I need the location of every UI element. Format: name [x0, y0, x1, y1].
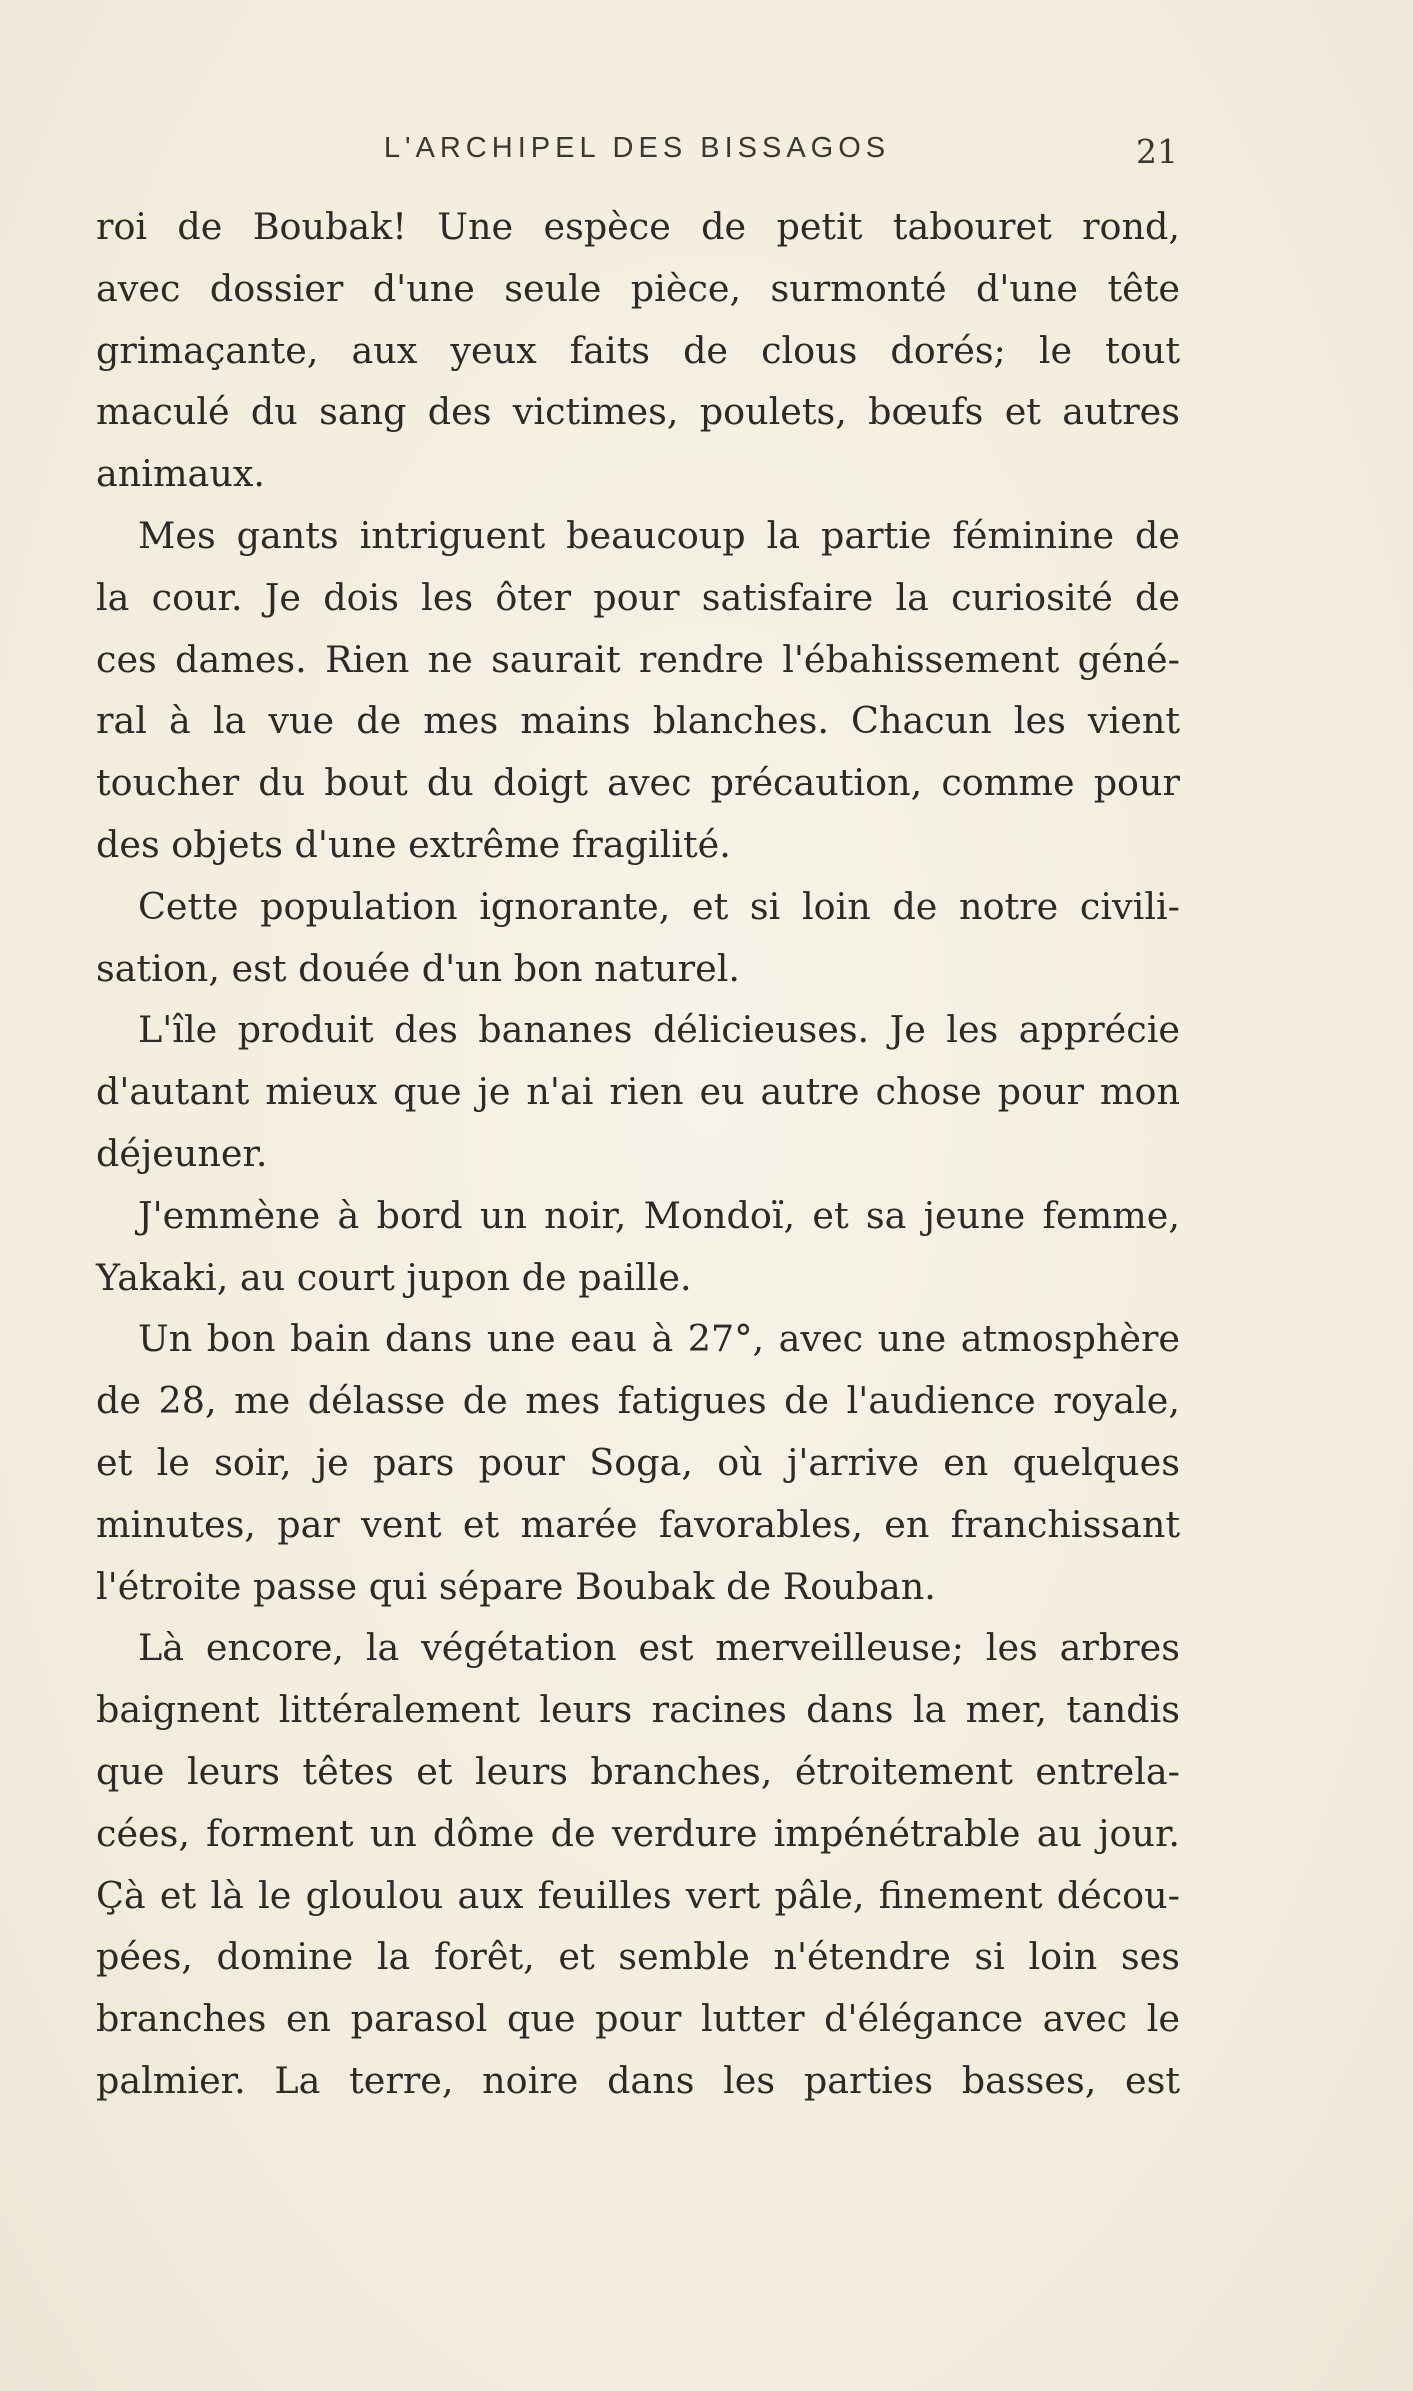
text-line: J'emmène à bord un noir, Mondoï, et sa jeune femme,	[138, 1193, 1180, 1237]
text-line: branches en parasol que pour lutter d'élégance avec le	[96, 1997, 1180, 2041]
body-text	[96, 196, 1180, 2112]
page-number: 21	[1136, 132, 1178, 171]
text-line: toucher du bout du doigt avec précaution, comme pour	[96, 761, 1180, 805]
text-line: que leurs têtes et leurs branches, étroitement entrela-	[96, 1749, 1180, 1793]
text-line: minutes, par vent et marée favorables, en franchissant	[96, 1502, 1180, 1546]
text-line: L'île produit des bananes délicieuses. Je les apprécie	[138, 1008, 1180, 1052]
text-line: Mes gants intriguent beaucoup la partie féminine de	[138, 513, 1180, 557]
text-line: Là encore, la végétation est merveilleuse; les arbres	[138, 1626, 1180, 1670]
text-line: Çà et là le gloulou aux feuilles vert pâle, finement décou-	[96, 1873, 1180, 1917]
text-line: des objets d'une extrême fragilité.	[96, 822, 731, 866]
text-line: Cette population ignorante, et si loin de notre civili-	[138, 884, 1180, 928]
text-line: palmier. La terre, noire dans les parties basses, est	[96, 2058, 1180, 2102]
text-line: la cour. Je dois les ôter pour satisfaire la curiosité de	[96, 575, 1180, 619]
text-line: sation, est douée d'un bon naturel.	[96, 946, 741, 990]
text-line: Un bon bain dans une eau à 27°, avec une atmosphère	[138, 1317, 1180, 1361]
text-line: cées, forment un dôme de verdure impénétrable au jour.	[96, 1811, 1180, 1855]
text-line: animaux.	[96, 452, 266, 496]
text-line: baignent littéralement leurs racines dans la mer, tandis	[96, 1688, 1180, 1732]
text-line: l'étroite passe qui sépare Boubak de Rouban.	[96, 1564, 936, 1608]
text-line: ral à la vue de mes mains blanches. Chacun les vient	[96, 699, 1180, 743]
text-line: Yakaki, au court jupon de paille.	[96, 1255, 692, 1299]
text-line: avec dossier d'une seule pièce, surmonté d'une tête	[96, 266, 1180, 310]
text-line: maculé du sang des victimes, poulets, bœufs et autres	[96, 390, 1180, 434]
text-line: et le soir, je pars pour Soga, où j'arrive en quelques	[96, 1440, 1180, 1484]
text-line: déjeuner.	[96, 1131, 268, 1175]
running-title: L'ARCHIPEL DES BISSAGOS	[383, 132, 891, 164]
text-line: roi de Boubak! Une espèce de petit tabouret rond,	[96, 205, 1180, 248]
page-header	[96, 132, 1178, 182]
text-line: d'autant mieux que je n'ai rien eu autre chose pour mon	[96, 1070, 1180, 1114]
text-line: de 28, me délasse de mes fatigues de l'audience royale,	[96, 1379, 1180, 1423]
text-line: grimaçante, aux yeux faits de clous dorés; le tout	[96, 328, 1180, 372]
text-line: ces dames. Rien ne saurait rendre l'ébahissement géné-	[96, 637, 1180, 681]
text-line: pées, domine la forêt, et semble n'étendre si loin ses	[96, 1935, 1180, 1979]
